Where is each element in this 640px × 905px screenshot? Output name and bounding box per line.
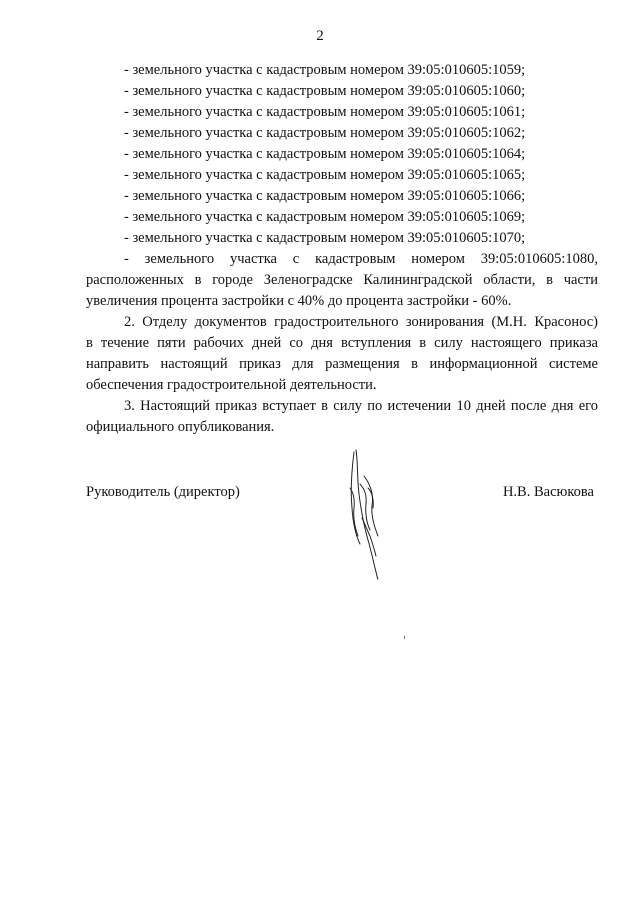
- parcel-line: - земельного участка с кадастровым номером 39:05:010605:1062;: [124, 125, 526, 141]
- item-2-paragraph: [86, 312, 598, 396]
- last-parcel-paragraph: [86, 249, 598, 312]
- last-parcel-location: расположенных в городе Зеленоградске Калининградской области, в части: [86, 272, 598, 288]
- signer-name: Н.В. Васюкова: [502, 484, 594, 500]
- parcel-line: - земельного участка с кадастровым номером 39:05:010605:1069;: [124, 209, 526, 225]
- document-body: [86, 60, 598, 438]
- parcel-line: - земельного участка с кадастровым номером 39:05:010605:1060;: [124, 83, 526, 99]
- last-parcel-line: - земельного участка с кадастровым номером 39:05:010605:1080,: [124, 251, 598, 267]
- signer-title: Руководитель (директор): [86, 484, 240, 500]
- last-parcel-condition: увеличения процента застройки с 40% до процента застройки - 60%.: [86, 293, 512, 309]
- parcel-line: - земельного участка с кадастровым номером 39:05:010605:1059;: [124, 62, 526, 78]
- scan-speck: [404, 636, 405, 639]
- item-2-line: в течение пяти рабочих дней со дня вступления в силу настоящего приказа: [86, 335, 598, 351]
- parcel-line: - земельного участка с кадастровым номером 39:05:010605:1064;: [124, 146, 526, 162]
- handwritten-signature: [340, 448, 390, 580]
- parcel-line: - земельного участка с кадастровым номером 39:05:010605:1066;: [124, 188, 526, 204]
- parcel-list: [86, 60, 598, 249]
- item-2-line: 2. Отделу документов градостроительного зонирования (М.Н. Красонос): [124, 314, 598, 330]
- item-3-paragraph: [86, 396, 598, 438]
- item-2-line: обеспечения градостроительной деятельности.: [86, 377, 377, 393]
- item-3-line: 3. Настоящий приказ вступает в силу по истечении 10 дней после дня его: [124, 398, 598, 414]
- page-number: 2: [316, 28, 324, 44]
- parcel-line: - земельного участка с кадастровым номером 39:05:010605:1061;: [124, 104, 526, 120]
- parcel-line: - земельного участка с кадастровым номером 39:05:010605:1065;: [124, 167, 526, 183]
- parcel-line: - земельного участка с кадастровым номером 39:05:010605:1070;: [124, 230, 526, 246]
- item-3-line: официального опубликования.: [86, 419, 275, 435]
- item-2-line: направить настоящий приказ для размещения в информационной системе: [86, 356, 598, 372]
